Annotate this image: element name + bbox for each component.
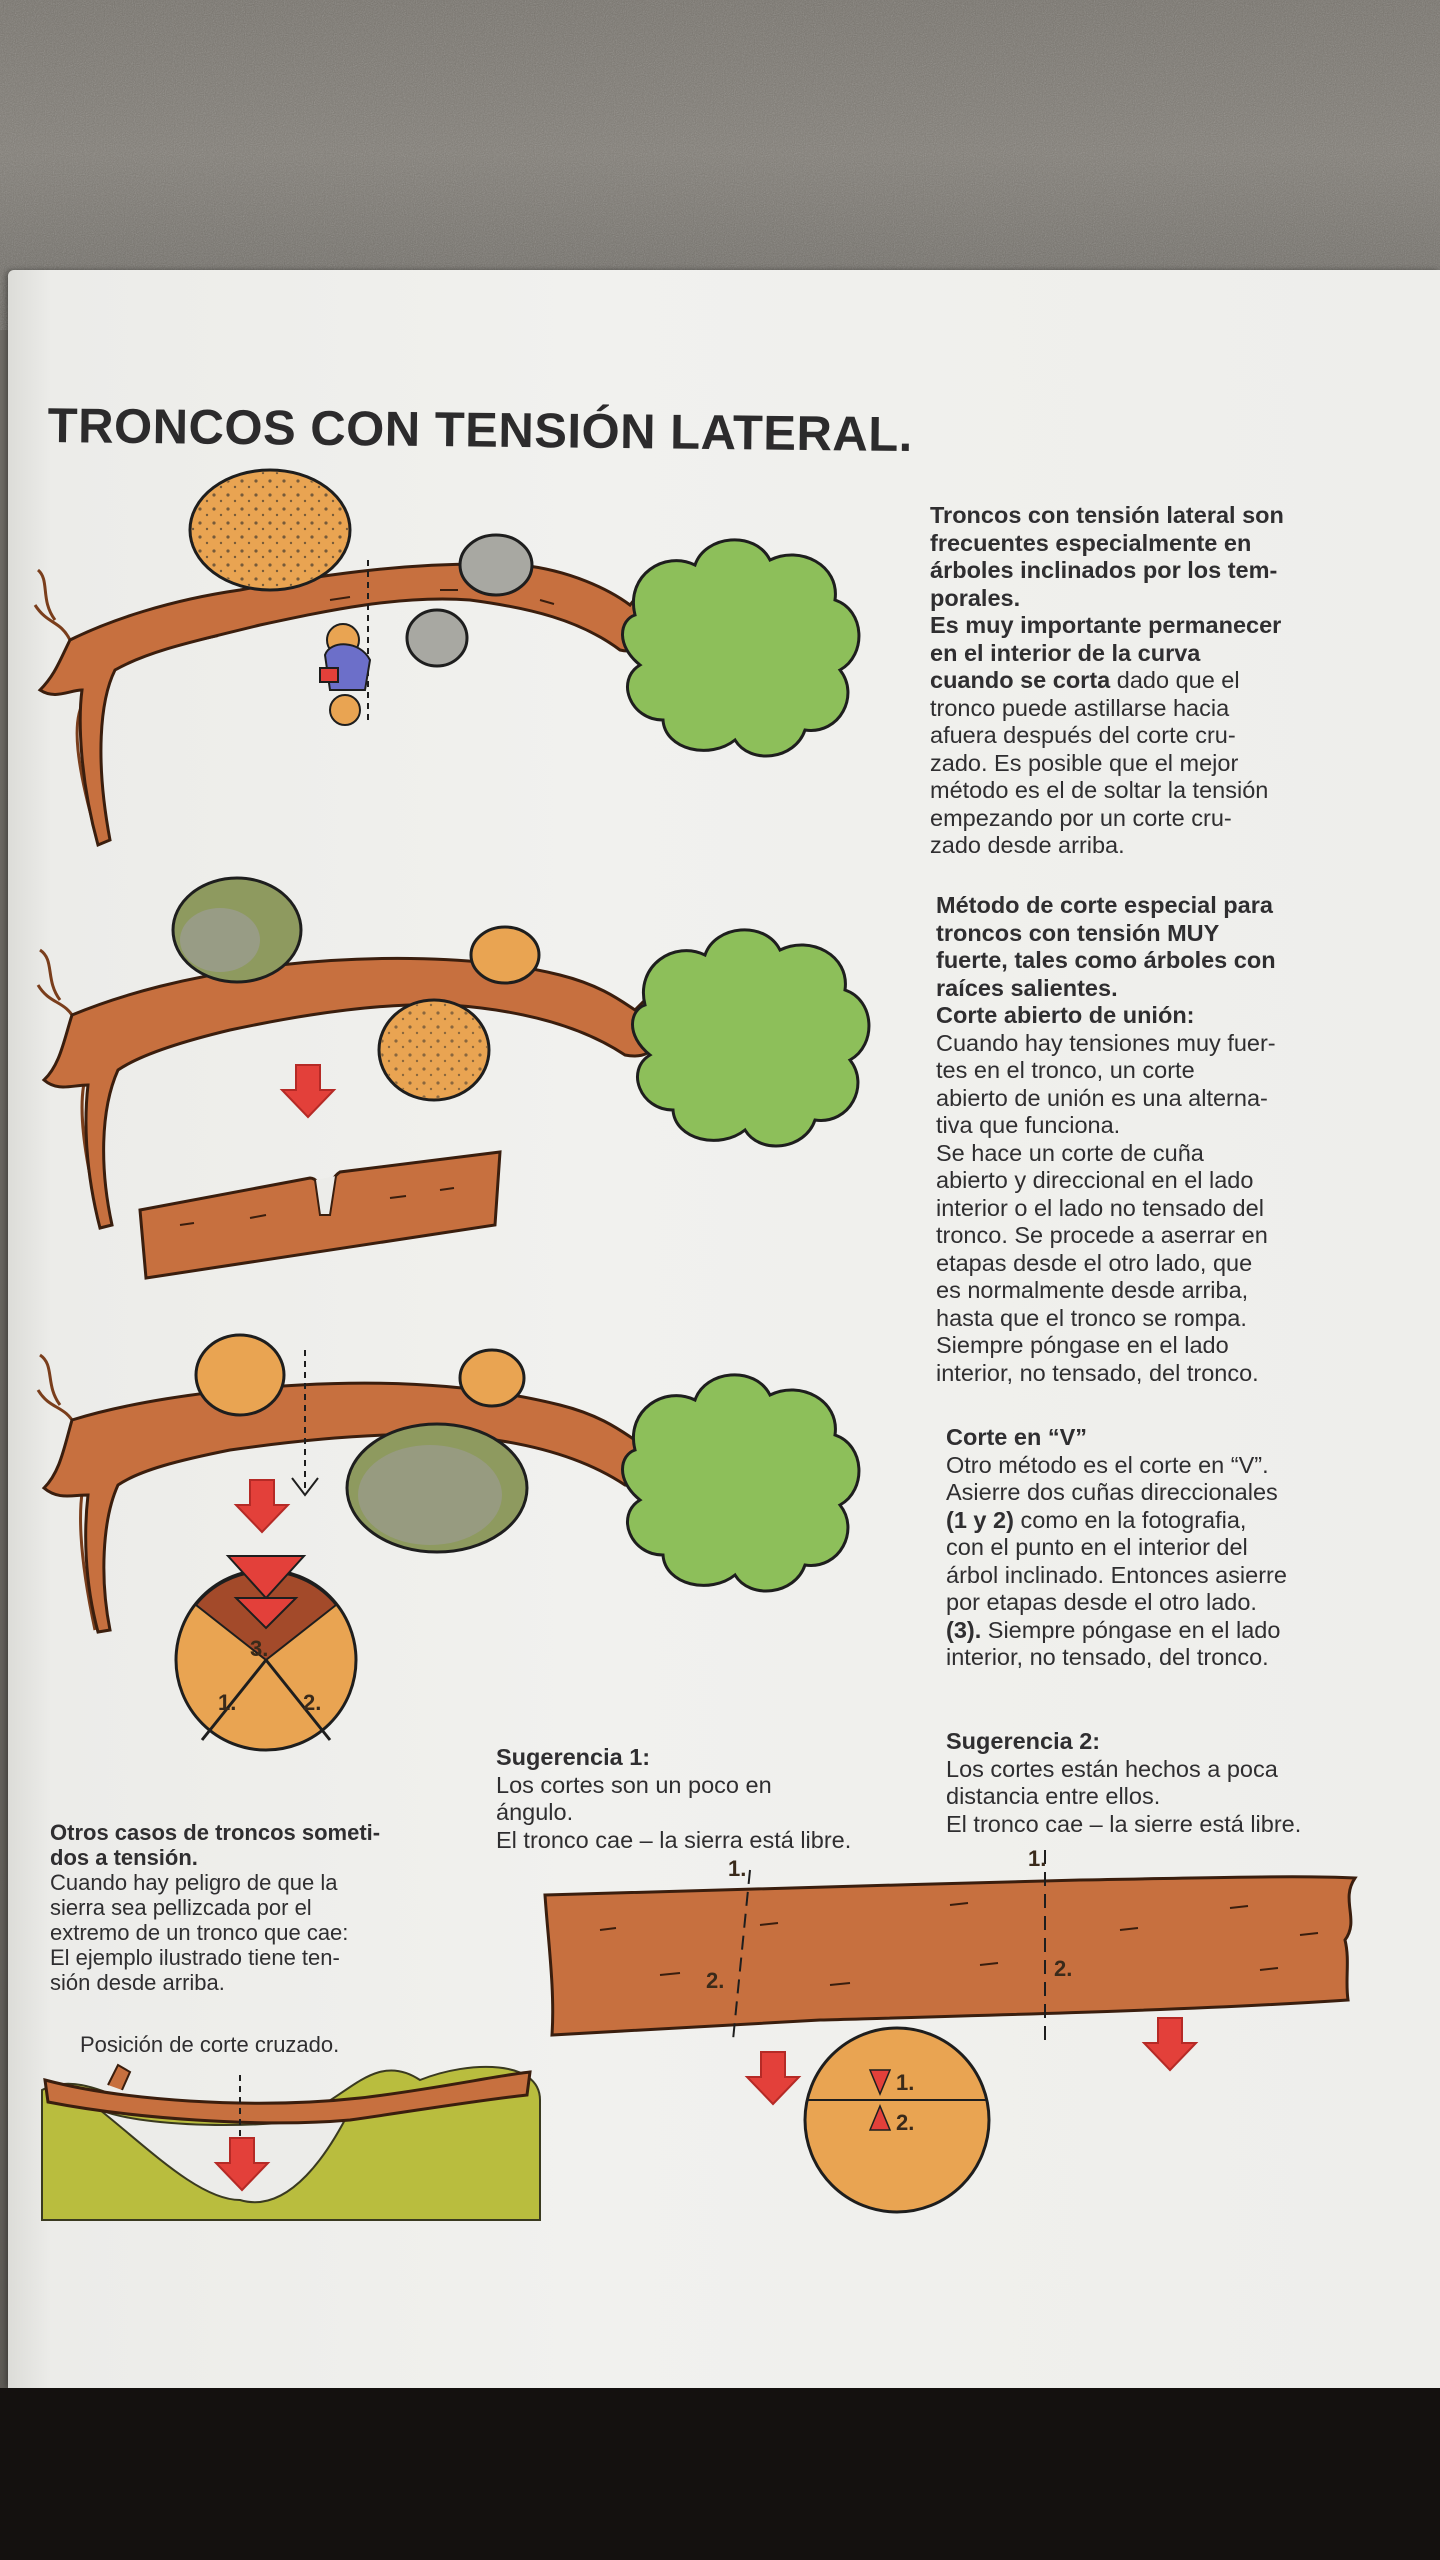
v-cut-heading: Corte en “V” [946,1424,1088,1450]
tip-2-body: Los cortes están hechos a poca distancia entre ellos. El tronco cae – la sierre está libre. [946,1755,1302,1837]
v-cut-line-5-rest: Siempre póngase en el lado interior, no tensado, del tronco. [946,1616,1281,1670]
intro-bold: Troncos con tensión lateral son frecuentes especialmente en árboles inclinados por los tem- porales. Es muy importante permanecer en el interior de la curva cuando se corta [930,502,1284,693]
v-cut-line-1: Otro método es el corte en “V”. [946,1451,1269,1478]
v-cut-line-4: con el punto en el interior del árbol inclinado. Entonces asierre por etapas desde el otro lado. [946,1534,1287,1615]
illustration-3 [38,1335,859,1750]
illustration-1 [35,470,866,845]
intro-text [930,502,1284,860]
v-cut-line-3-rest: como en la fotografia, [1013,1506,1247,1533]
v-cut-line-3-bold: (1 y 2) [946,1506,1014,1533]
intro-text-1: dado que el [1110,667,1240,693]
v-cut-section [946,1424,1287,1672]
special-method-heading: Método de corte especial para troncos con tensión MUY fuerte, tales como árboles con raíces salientes. Corte abierto de unión: [936,892,1276,1028]
crosscut-caption: Posición de corte cruzado. [80,2032,340,2057]
other-cases-heading: Otros casos de troncos someti- dos a tensión. [50,1820,381,1870]
intro-text-2: tronco puede astillarse hacia afuera después del corte cru- zado. Es posible que el mejor método es el de soltar la tensión empezando por un corte cru- zado desde arriba. [930,694,1269,858]
v-label-1: 1. [218,1690,237,1715]
tip-2 [946,1728,1301,1838]
illustration-5 [545,1850,1355,2212]
v-cut-line-5-bold: (3). [946,1616,982,1643]
illustration-2 [38,878,869,1278]
other-cases [50,1820,380,1995]
tip-2-heading: Sugerencia 2: [946,1728,1101,1754]
tip1-cut-1-label: 1. [728,1856,747,1881]
v-cut-line-2: Asierre dos cuñas direccionales [946,1479,1278,1505]
disc-label-1: 1. [896,2070,915,2095]
v-label-3: 3. [250,1636,269,1661]
other-cases-body: Cuando hay peligro de que la sierra sea pellizcada por el extremo de un tronco que cae: El ejemplo ilustrado tiene ten- sión desde arriba. [50,1870,349,1995]
tip2-cut-1-label: 1. [1028,1846,1047,1871]
v-label-2: 2. [303,1690,322,1715]
tip-1-body: Los cortes son un poco en ángulo. El tronco cae – la sierra está libre. [496,1771,852,1853]
disc-label-2: 2. [896,2110,915,2135]
worker-figure [320,624,370,725]
tip2-cut-2-label: 2. [1054,1956,1073,1981]
tip-1 [496,1744,851,1854]
special-method-section [936,892,1276,1387]
tip-1-heading: Sugerencia 1: [496,1744,651,1770]
tip1-cut-2-label: 2. [706,1968,725,1993]
special-method-body: Cuando hay tensiones muy fuer- tes en el tronco, un corte abierto de unión es una alterna- tiva que funciona. Se hace un corte de cuña abierto y direccional en el lado interior o el lado no tensado del tronco. Se procede a aserrar en etapas desde el otro lado, que es normalmente desde arriba, hasta que el tronco se rompa. Siempre póngase en el lado interior, no tensado, del tronco. [936,1029,1276,1386]
page-title: TRONCOS CON TENSIÓN LATERAL. [47,398,914,463]
illustration-4 [42,2065,540,2220]
